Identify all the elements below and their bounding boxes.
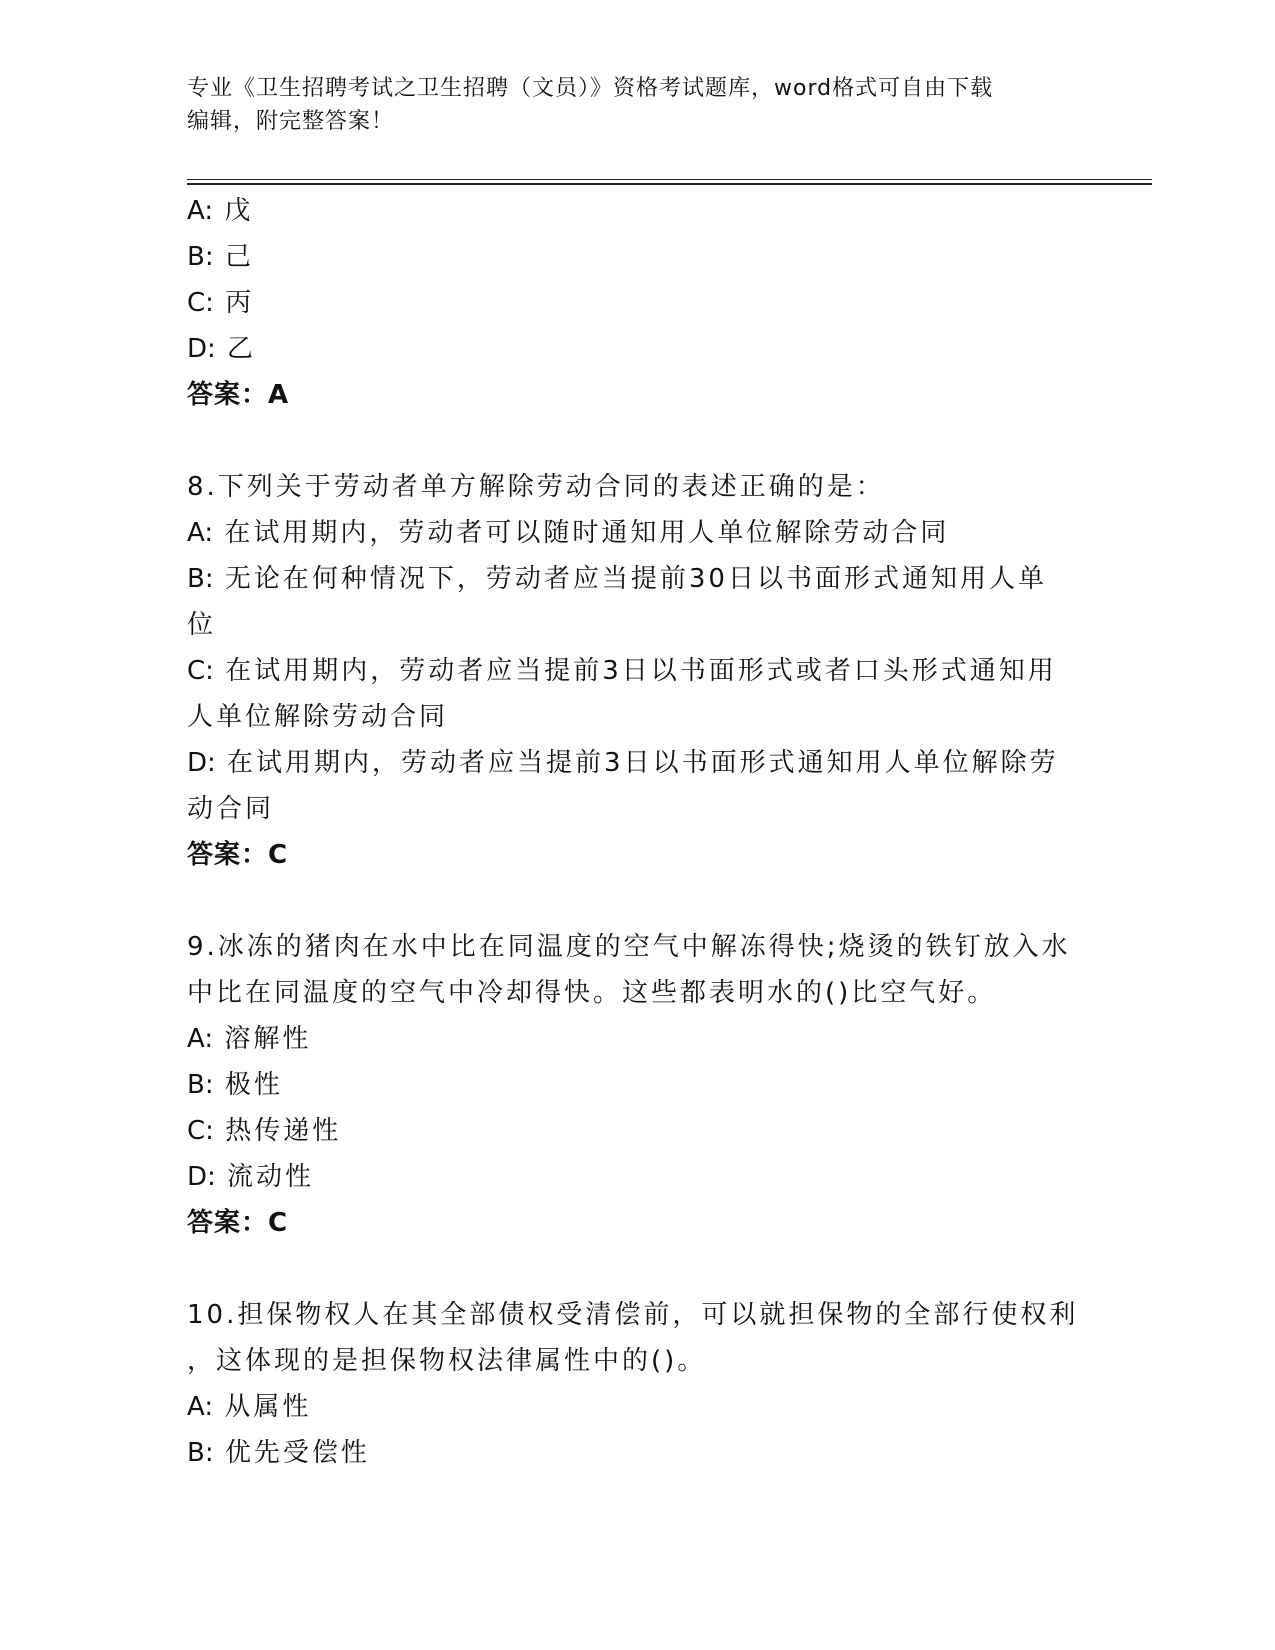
header-line-1: 专业《卫生招聘考试之卫生招聘（文员）》资格考试题库，word格式可自由下载 bbox=[187, 76, 994, 101]
question-stem: 9.冰冻的猪肉在水中比在同温度的空气中解冻得快;烧烫的铁钉放入水 bbox=[187, 932, 1071, 962]
option-b: B: 优先受偿性 bbox=[187, 1438, 370, 1468]
option-c-continued: 人单位解除劳动合同 bbox=[187, 702, 449, 732]
option-d: D: 流动性 bbox=[187, 1162, 315, 1192]
option-a: A: 戊 bbox=[187, 196, 254, 226]
question-stem-continued: 中比在同温度的空气中冷却得快。这些都表明水的()比空气好。 bbox=[187, 978, 997, 1008]
option-c: C: 丙 bbox=[187, 288, 255, 318]
option-a: A: 溶解性 bbox=[187, 1024, 312, 1054]
question-10 bbox=[187, 1292, 1087, 1476]
option-d-continued: 动合同 bbox=[187, 794, 275, 824]
option-b: B: 己 bbox=[187, 242, 254, 272]
answer-line: 答案：C bbox=[187, 840, 289, 870]
option-d: D: 乙 bbox=[187, 334, 257, 364]
question-stem: 10.担保物权人在其全部债权受清偿前，可以就担保物的全部行使权利 bbox=[187, 1300, 1079, 1330]
document-header bbox=[187, 72, 1067, 138]
option-a: A: 从属性 bbox=[187, 1392, 312, 1422]
option-b: B: 无论在何种情况下，劳动者应当提前30日以书面形式通知用人单 bbox=[187, 564, 1047, 594]
header-divider-thick bbox=[187, 183, 1152, 185]
option-b-continued: 位 bbox=[187, 610, 217, 640]
header-divider-thin bbox=[187, 179, 1152, 180]
question-7-continued bbox=[187, 188, 1087, 418]
answer-line: 答案：A bbox=[187, 380, 290, 410]
question-stem: 8.下列关于劳动者单方解除劳动合同的表述正确的是： bbox=[187, 472, 885, 502]
header-line-2: 编辑，附完整答案！ bbox=[187, 109, 395, 134]
option-c: C: 热传递性 bbox=[187, 1116, 342, 1146]
option-a: A: 在试用期内，劳动者可以随时通知用人单位解除劳动合同 bbox=[187, 518, 950, 548]
option-b: B: 极性 bbox=[187, 1070, 283, 1100]
question-8 bbox=[187, 464, 1087, 878]
option-c: C: 在试用期内，劳动者应当提前3日以书面形式或者口头形式通知用 bbox=[187, 656, 1057, 686]
question-9 bbox=[187, 924, 1087, 1246]
option-d: D: 在试用期内，劳动者应当提前3日以书面形式通知用人单位解除劳 bbox=[187, 748, 1059, 778]
question-list bbox=[187, 188, 1087, 1476]
question-stem-continued: ，这体现的是担保物权法律属性中的()。 bbox=[187, 1346, 707, 1376]
answer-line: 答案：C bbox=[187, 1208, 289, 1238]
